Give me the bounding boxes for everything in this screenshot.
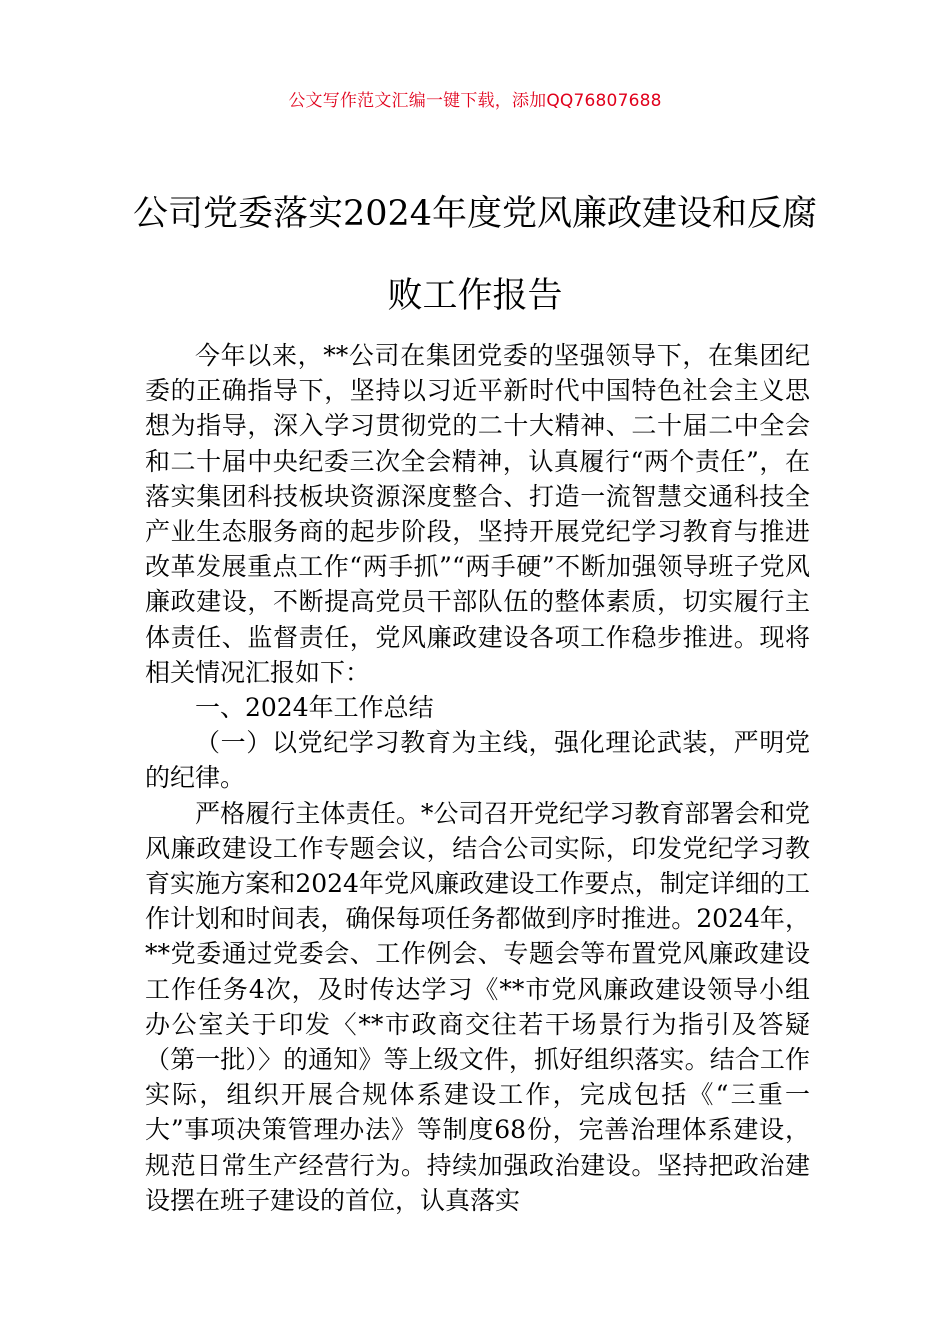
subsection-heading: （一）以党纪学习教育为主线，强化理论武装，严明党的纪律。 [145,728,810,793]
document-title: 公司党委落实2024年度党风廉政建设和反腐败工作报告 [132,194,818,317]
header-note: 公文写作范文汇编一键下载，添加QQ76807688 [288,91,662,111]
section-heading: 一、2024年工作总结 [195,693,434,723]
paragraph-intro: 今年以来，**公司在集团党委的坚强领导下，在集团纪委的正确指导下，坚持以习近平新时代中国特色社会主义思想为指导，深入学习贯彻党的二十大精神、二十届二中全会和二十届中央纪委三次全会精神，认真履行“两个责任”，在落实集团科技板块资源深度整合、打造一流智慧交通科技全产业生态服务商的起步阶段，坚持开展党纪学习教育与推进改革发展重点工作“两手抓”“两手硬”不断加强领导班子党风廉政建设，不断提高党员干部队伍的整体素质，切实履行主体责任、监督责任，党风廉政建设各项工作稳步推进。现将相关情况汇报如下： [145,341,810,687]
paragraph-responsibility: 严格履行主体责任。*公司召开党纪学习教育部署会和党风廉政建设工作专题会议，结合公司实际，印发党纪学习教育实施方案和2024年党风廉政建设工作要点，制定详细的工作计划和时间表，确保每项任务都做到序时推进。2024年，**党委通过党委会、工作例会、专题会等布置党风廉政建设工作任务4次，及时传达学习《**市党风廉政建设领导小组办公室关于印发〈**市政商交往若干场景行为指引及答疑（第一批）〉的通知》等上级文件，抓好组织落实。结合工作实际，组织开展合规体系建设工作，完成包括《“三重一大”事项决策管理办法》等制度68份，完善治理体系建设，规范日常生产经营行为。持续加强政治建设。坚持把政治建设摆在班子建设的首位，认真落实 [145,798,810,1215]
document-body [145,338,810,1218]
